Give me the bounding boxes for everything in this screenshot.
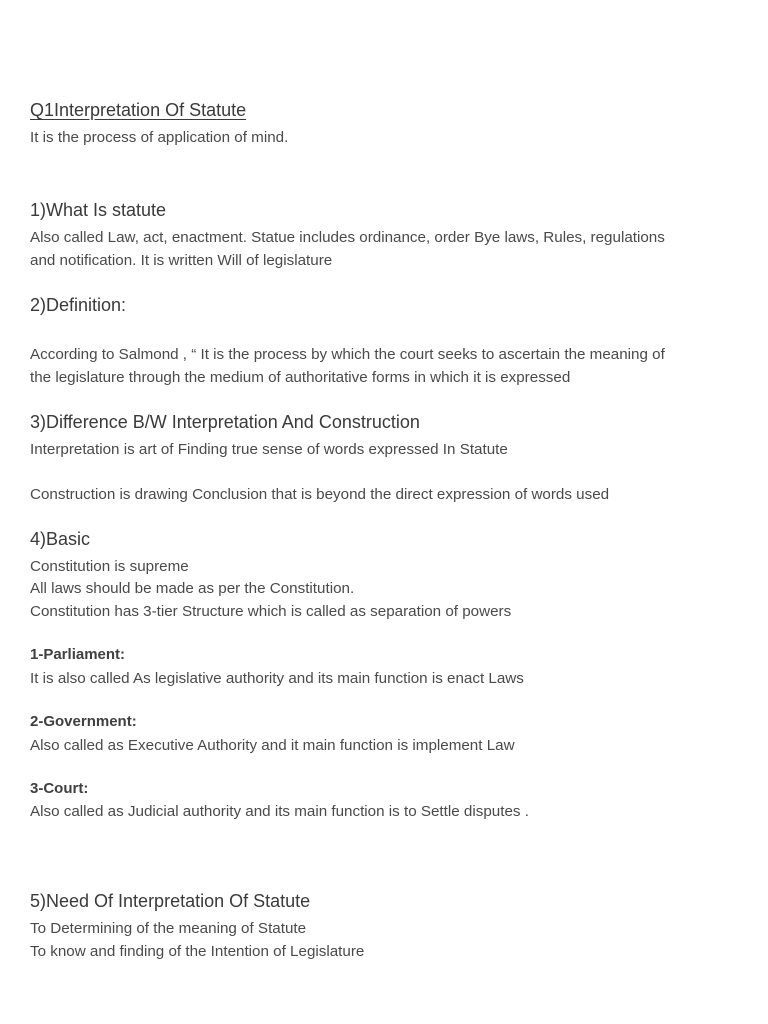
basic-text-line-1: Constitution is supreme — [30, 558, 189, 575]
basic-text-line-3: Constitution has 3-tier Structure which is called as separation of powers — [30, 603, 512, 620]
section-heading-need: 5)Need Of Interpretation Of Statute — [30, 891, 311, 911]
parliament-text: It is also called As legislative authority and its main function is enact Laws — [30, 670, 524, 687]
parliament-label: 1-Parliament: — [30, 646, 126, 663]
interpretation-text: Interpretation is art of Finding true sense of words expressed In Statute — [30, 441, 508, 458]
section-heading-difference: 3)Difference B/W Interpretation And Construction — [30, 412, 420, 432]
construction-text: Construction is drawing Conclusion that is beyond the direct expression of words used — [30, 486, 610, 503]
government-text: Also called as Executive Authority and it main function is implement Law — [30, 737, 515, 754]
intro-text: It is the process of application of mind. — [30, 129, 289, 146]
section-heading-what-is-statute: 1)What Is statute — [30, 200, 167, 220]
definition-text-line-2: the legislature through the medium of authoritative forms in which it is expressed — [30, 369, 571, 386]
definition-text-line-1: According to Salmond , “ It is the process by which the court seeks to ascertain the meaning of — [30, 346, 665, 363]
need-text-line-1: To Determining of the meaning of Statute — [30, 920, 307, 937]
basic-text-line-2: All laws should be made as per the Constitution. — [30, 580, 355, 597]
need-text-line-2: To know and finding of the Intention of Legislature — [30, 943, 365, 960]
section-heading-basic: 4)Basic — [30, 529, 91, 549]
section-heading-definition: 2)Definition: — [30, 295, 127, 315]
statute-text-line-2: and notification. It is written Will of legislature — [30, 252, 333, 269]
court-text: Also called as Judicial authority and its main function is to Settle disputes . — [30, 803, 529, 820]
page-title: Q1Interpretation Of Statute — [30, 100, 247, 120]
government-label: 2-Government: — [30, 713, 137, 730]
court-label: 3-Court: — [30, 780, 89, 797]
statute-text-line-1: Also called Law, act, enactment. Statue includes ordinance, order Bye laws, Rules, regulations — [30, 229, 665, 246]
